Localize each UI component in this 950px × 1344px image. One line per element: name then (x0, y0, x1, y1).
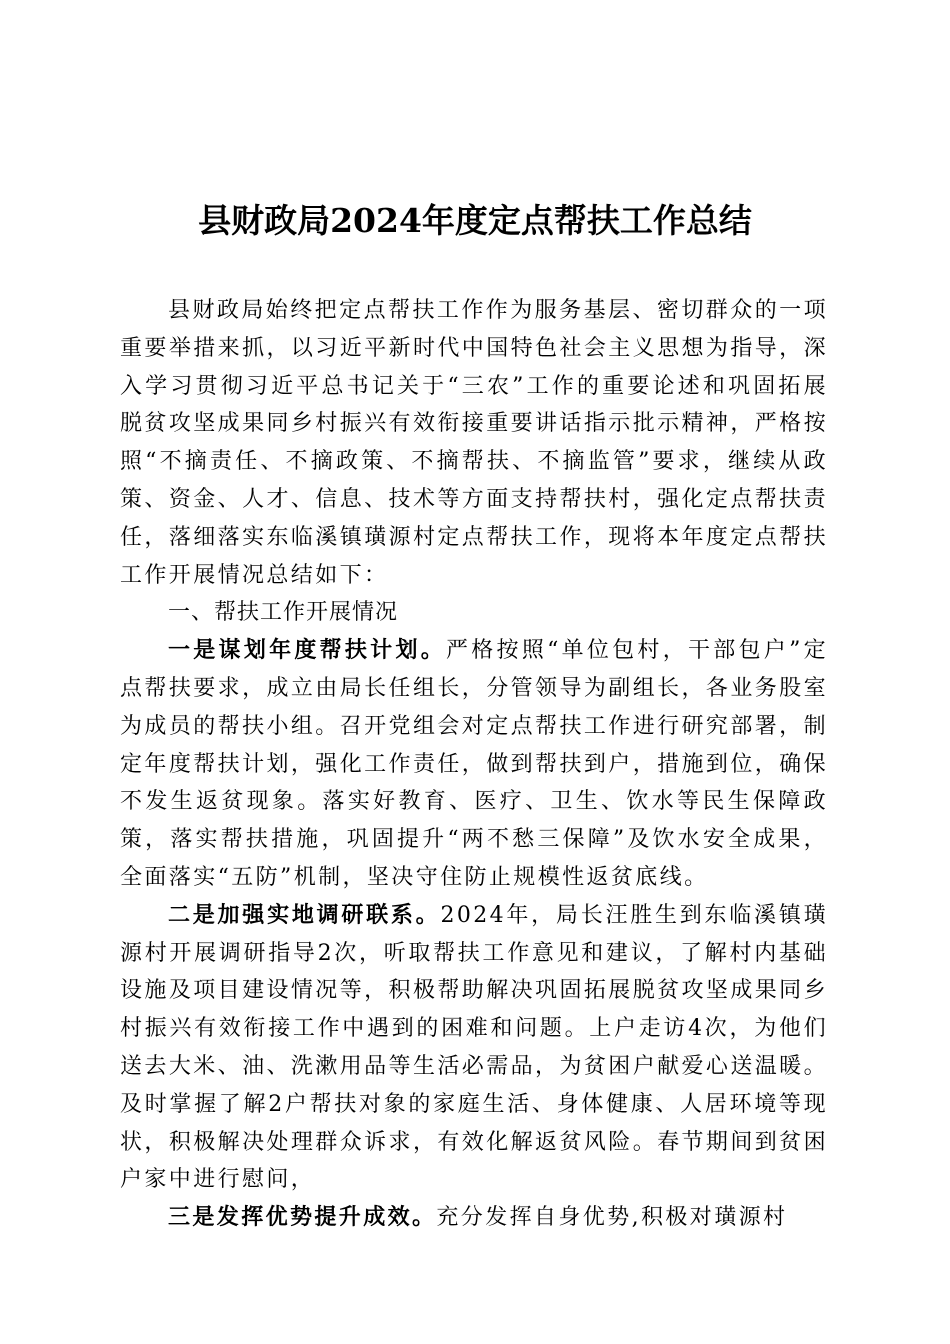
item-paragraph-3 (120, 1199, 828, 1237)
item-paragraph-2 (120, 897, 828, 1199)
item-paragraph-1 (120, 632, 828, 897)
item-text-3: 充分发挥自身优势,积极对璜源村 (436, 1205, 788, 1231)
document-body (120, 292, 828, 1237)
document-title: 县财政局2024年度定点帮扶工作总结 (198, 201, 752, 240)
item-lead-3: 三是发挥优势提升成效。 (168, 1204, 437, 1231)
intro-paragraph: 县财政局始终把定点帮扶工作作为服务基层、密切群众的一项重要举措来抓，以习近平新时代中国特色社会主义思想为指导，深入学习贯彻习近平总书记关于“三农”工作的重要论述和巩固拓展脱贫攻坚成果同乡村振兴有效衔接重要讲话指示批示精神，严格按照“不摘责任、不摘政策、不摘帮扶、不摘监管”要求，继续从政策、资金、人才、信息、技术等方面支持帮扶村，强化定点帮扶责任，落细落实东临溪镇璜源村定点帮扶工作，现将本年度定点帮扶工作开展情况总结如下： (120, 298, 828, 588)
item-text-2: 2024年，局长汪胜生到东临溪镇璜源村开展调研指导2次，听取帮扶工作意见和建议，了解村内基础设施及项目建设情况等，积极帮助解决巩固拓展脱贫攻坚成果同乡村振兴有效衔接工作中遇到的困难和问题。上户走访4次，为他们送去大米、油、洗漱用品等生活必需品，为贫困户献爱心送温暖。及时掌握了解2户帮扶对象的家庭生活、身体健康、人居环境等现状，积极解决处理群众诉求，有效化解返贫风险。春节期间到贫困户家中进行慰问， (120, 902, 828, 1193)
item-text-1: 严格按照“单位包村，干部包户”定点帮扶要求，成立由局长任组长，分管领导为副组长，各业务股室为成员的帮扶小组。召开党组会对定点帮扶工作进行研究部署，制定年度帮扶计划，强化工作责任，做到帮扶到户，措施到位，确保不发生返贫现象。落实好教育、医疗、卫生、饮水等民生保障政策，落实帮扶措施，巩固提升“两不愁三保障”及饮水安全成果，全面落实“五防”机制，坚决守住防止规模性返贫底线。 (120, 638, 828, 890)
section-heading-1: 一、帮扶工作开展情况 (168, 600, 399, 626)
item-lead-2: 二是加强实地调研联系。 (168, 901, 441, 928)
item-lead-1: 一是谋划年度帮扶计划。 (168, 637, 446, 664)
